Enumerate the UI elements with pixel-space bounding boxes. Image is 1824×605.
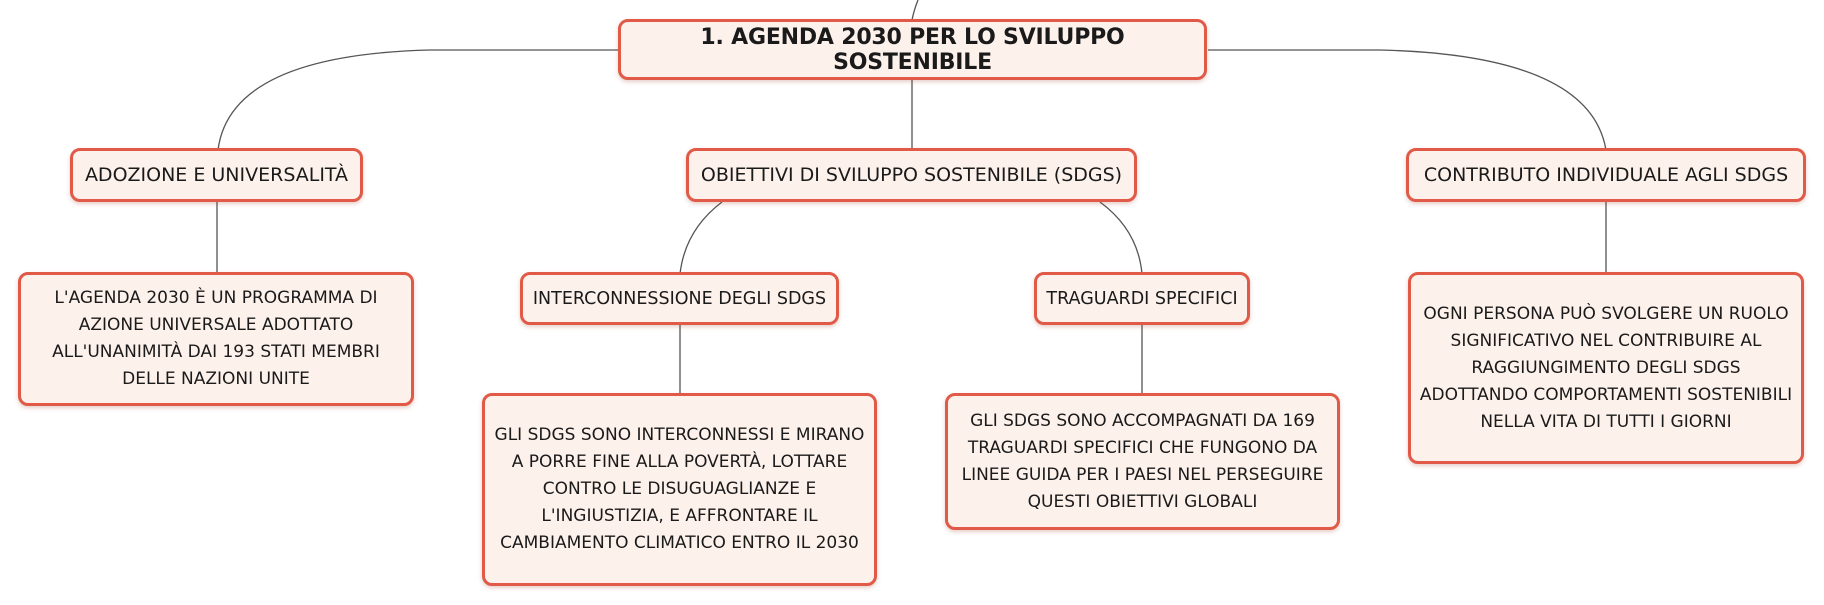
connector-obiettivi-traguardi xyxy=(1100,202,1142,274)
root-node-label: 1. AGENDA 2030 PER LO SVILUPPO SOSTENIBILE xyxy=(700,24,1125,75)
contributo-node-label: CONTRIBUTO INDIVIDUALE AGLI SDGS xyxy=(1423,164,1789,186)
interconnessione-node-label: INTERCONNESSIONE DEGLI SDGS xyxy=(532,288,827,309)
contributo-detail-node[interactable] xyxy=(1408,272,1804,464)
interconnessione-detail-node[interactable] xyxy=(482,393,877,586)
root-node[interactable] xyxy=(618,19,1207,80)
connector-obiettivi-interconnessione xyxy=(680,202,722,274)
adozione-node[interactable] xyxy=(70,148,363,202)
obiettivi-node[interactable] xyxy=(686,148,1137,202)
connector-incoming xyxy=(912,0,918,20)
connector-root-adozione xyxy=(218,50,620,150)
contributo-detail-text: OGNI PERSONA PUÒ SVOLGERE UN RUOLO SIGNIFICATIVO NEL CONTRIBUIRE AL RAGGIUNGIMENTO DEGLI SDGS ADOTTANDO COMPORTAMENTI SOSTENIBILI NELLA VITA DI TUTTI I GIORNI xyxy=(1419,303,1793,432)
interconnessione-detail-text: GLI SDGS SONO INTERCONNESSI E MIRANO A PORRE FINE ALLA POVERTÀ, LOTTARE CONTRO LE DISUGUAGLIANZE E L'INGIUSTIZIA, E AFFRONTARE IL CAMBIAMENTO CLIMATICO ENTRO IL 2030 xyxy=(494,425,865,553)
obiettivi-node-label: OBIETTIVI DI SVILUPPO SOSTENIBILE (SDGS) xyxy=(700,164,1123,186)
adozione-detail-text: L'AGENDA 2030 È UN PROGRAMMA DI AZIONE UNIVERSALE ADOTTATO ALL'UNANIMITÀ DAI 193 STATI MEMBRI DELLE NAZIONI UNITE xyxy=(52,288,380,389)
traguardi-detail-node[interactable] xyxy=(945,393,1340,530)
adozione-detail-node[interactable] xyxy=(18,272,414,406)
adozione-node-label: ADOZIONE E UNIVERSALITÀ xyxy=(84,164,349,186)
traguardi-node[interactable] xyxy=(1034,272,1250,325)
traguardi-detail-text: GLI SDGS SONO ACCOMPAGNATI DA 169 TRAGUARDI SPECIFICI CHE FUNGONO DA LINEE GUIDA PER I PAESI NEL PERSEGUIRE QUESTI OBIETTIVI GLOBALI xyxy=(961,410,1324,512)
contributo-node[interactable] xyxy=(1406,148,1806,202)
connector-root-contributo xyxy=(1208,50,1606,150)
interconnessione-node[interactable] xyxy=(520,272,839,325)
traguardi-node-label: TRAGUARDI SPECIFICI xyxy=(1046,288,1238,309)
